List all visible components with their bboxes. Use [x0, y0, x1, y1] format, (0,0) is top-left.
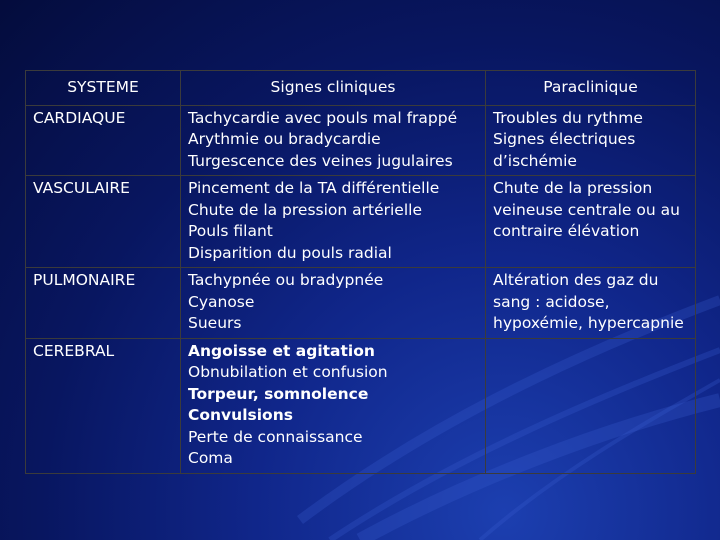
clinical-sign: Convulsions: [188, 406, 293, 424]
table-header-row: [26, 71, 696, 106]
clinical-signs-cell: [181, 268, 486, 339]
paraclinical-finding: sang : acidose,: [493, 292, 610, 311]
clinical-sign: Tachypnée ou bradypnée: [188, 271, 384, 289]
clinical-sign: Obnubilation et confusion: [188, 363, 388, 381]
paraclinical-finding: d’ischémie: [493, 151, 577, 170]
clinical-sign: Perte de connaissance: [188, 427, 363, 446]
clinical-sign: Chute de la pression artérielle: [188, 200, 422, 219]
paraclinical-finding: Signes électriques: [493, 130, 636, 148]
header-paraclinical: Paraclinique: [486, 71, 696, 106]
clinical-sign: Disparition du pouls radial: [188, 243, 392, 262]
system-cell: VASCULAIRE: [26, 176, 181, 268]
paraclinical-finding: hypoxémie, hypercapnie: [493, 314, 684, 332]
paraclinical-cell: [486, 176, 696, 268]
system-cell: CARDIAQUE: [26, 105, 181, 176]
table-row: [26, 268, 696, 339]
clinical-sign: Tachycardie avec pouls mal frappé: [188, 108, 458, 127]
clinical-sign: Turgescence des veines jugulaires: [188, 151, 453, 170]
clinical-sign: Coma: [188, 449, 233, 467]
clinical-sign: Arythmie ou bradycardie: [188, 130, 381, 148]
symptoms-table: [25, 70, 696, 474]
system-cell: PULMONAIRE: [26, 268, 181, 339]
table-row: [26, 105, 696, 176]
paraclinical-finding: Chute de la pression: [493, 179, 653, 197]
clinical-signs-cell: [181, 105, 486, 176]
clinical-signs-cell: [181, 176, 486, 268]
paraclinical-cell: [486, 268, 696, 339]
table-row: [26, 338, 696, 473]
clinical-sign: Sueurs: [188, 314, 242, 332]
header-system: SYSTEME: [26, 71, 181, 106]
clinical-signs-cell: [181, 338, 486, 473]
clinical-sign: Pouls filant: [188, 222, 273, 240]
header-clinical-signs: Signes cliniques: [181, 71, 486, 106]
paraclinical-cell: [486, 338, 696, 473]
paraclinical-finding: veineuse centrale ou au: [493, 200, 680, 219]
paraclinical-finding: Altération des gaz du: [493, 271, 659, 289]
table-row: [26, 176, 696, 268]
clinical-sign: Pincement de la TA différentielle: [188, 179, 440, 197]
paraclinical-finding: contraire élévation: [493, 222, 640, 240]
system-cell: CEREBRAL: [26, 338, 181, 473]
clinical-sign: Angoisse et agitation: [188, 341, 375, 360]
clinical-sign: Torpeur, somnolence: [188, 384, 369, 403]
paraclinical-finding: Troubles du rythme: [493, 108, 643, 127]
paraclinical-cell: [486, 105, 696, 176]
clinical-sign: Cyanose: [188, 292, 255, 311]
